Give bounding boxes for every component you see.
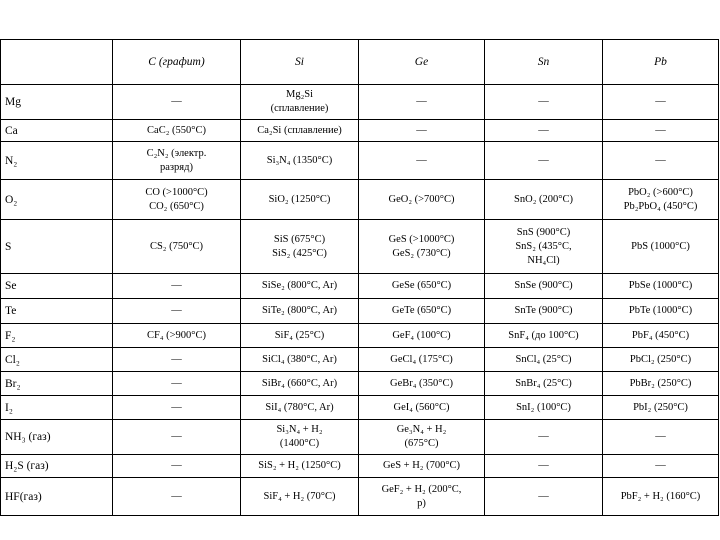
table-cell: SiF₄ (25°C) — [241, 324, 359, 348]
table-cell: PbI₂ (250°C) — [603, 396, 719, 420]
row-header: NH₃ (газ) — [1, 420, 113, 455]
table-cell: SnSe (900°C) — [485, 274, 603, 299]
column-header: Si — [241, 40, 359, 85]
table-row — [1, 120, 719, 142]
table-cell: PbF₄ (450°C) — [603, 324, 719, 348]
table-cell: — — [113, 85, 241, 120]
table-cell: Ca₂Si (сплавление) — [241, 120, 359, 142]
table-cell: Si₃N₄ + H₂ (1400°C) — [241, 420, 359, 455]
table-cell: GeTe (650°C) — [359, 299, 485, 324]
table-cell: — — [113, 396, 241, 420]
table-cell: GeS + H₂ (700°C) — [359, 455, 485, 478]
table-row — [1, 85, 719, 120]
table-cell: Si₃N₄ (1350°C) — [241, 142, 359, 180]
row-header: Ca — [1, 120, 113, 142]
table-row — [1, 478, 719, 516]
table-row — [1, 455, 719, 478]
table-cell: GeSe (650°C) — [359, 274, 485, 299]
table-cell: GeF₂ + H₂ (200°C, р) — [359, 478, 485, 516]
table-cell: — — [113, 372, 241, 396]
table-cell: GeCl₄ (175°C) — [359, 348, 485, 372]
table-cell: — — [603, 142, 719, 180]
row-header: F₂ — [1, 324, 113, 348]
row-header: O₂ — [1, 180, 113, 220]
table-cell: CF₄ (>900°C) — [113, 324, 241, 348]
corner-cell — [1, 40, 113, 85]
table-cell: Ge₃N₄ + H₂ (675°C) — [359, 420, 485, 455]
table-cell: SnF₄ (до 100°C) — [485, 324, 603, 348]
table-cell: PbF₂ + H₂ (160°C) — [603, 478, 719, 516]
table-cell: SnTe (900°C) — [485, 299, 603, 324]
header-row — [1, 40, 719, 85]
row-header: Te — [1, 299, 113, 324]
table-cell: — — [113, 274, 241, 299]
table-cell: PbCl₂ (250°C) — [603, 348, 719, 372]
table-row — [1, 274, 719, 299]
table-row — [1, 220, 719, 274]
table-cell: — — [485, 478, 603, 516]
table-row — [1, 372, 719, 396]
table-row — [1, 324, 719, 348]
row-header: Mg — [1, 85, 113, 120]
table-cell: SnI₂ (100°C) — [485, 396, 603, 420]
table-cell: SiS₂ + H₂ (1250°C) — [241, 455, 359, 478]
reaction-table — [0, 39, 719, 516]
row-header: Se — [1, 274, 113, 299]
table-cell: SiO₂ (1250°C) — [241, 180, 359, 220]
table-row — [1, 180, 719, 220]
table-cell: — — [603, 85, 719, 120]
row-header: S — [1, 220, 113, 274]
table-cell: GeBr₄ (350°C) — [359, 372, 485, 396]
table-cell: GeS (>1000°C) GeS₂ (730°C) — [359, 220, 485, 274]
table-cell: SnS (900°C) SnS₂ (435°C, NH₄Cl) — [485, 220, 603, 274]
table-cell: — — [603, 420, 719, 455]
table-cell: C₂N₂ (электр. разряд) — [113, 142, 241, 180]
row-header: I₂ — [1, 396, 113, 420]
column-header: Ge — [359, 40, 485, 85]
table-cell: — — [485, 455, 603, 478]
row-header: HF(газ) — [1, 478, 113, 516]
table-cell: — — [113, 348, 241, 372]
row-header: H₂S (газ) — [1, 455, 113, 478]
row-header: Br₂ — [1, 372, 113, 396]
table-cell: SiS (675°C) SiS₂ (425°C) — [241, 220, 359, 274]
table-cell: — — [485, 120, 603, 142]
table-cell: SiBr₄ (660°C, Ar) — [241, 372, 359, 396]
table-cell: — — [359, 142, 485, 180]
table-cell: SnBr₄ (25°C) — [485, 372, 603, 396]
row-header: N₂ — [1, 142, 113, 180]
row-header: Cl₂ — [1, 348, 113, 372]
table-cell: SiSe₂ (800°C, Ar) — [241, 274, 359, 299]
table-cell: PbSe (1000°C) — [603, 274, 719, 299]
table-cell: CO (>1000°C) CO₂ (650°C) — [113, 180, 241, 220]
table-row — [1, 420, 719, 455]
column-header: Pb — [603, 40, 719, 85]
table-cell: Mg₂Si (сплавление) — [241, 85, 359, 120]
table-cell: GeI₄ (560°C) — [359, 396, 485, 420]
table-cell: — — [113, 478, 241, 516]
table-cell: — — [485, 142, 603, 180]
table-cell: SiF₄ + H₂ (70°C) — [241, 478, 359, 516]
table-row — [1, 348, 719, 372]
table-cell: GeO₂ (>700°C) — [359, 180, 485, 220]
table-cell: — — [485, 85, 603, 120]
table-cell: PbTe (1000°C) — [603, 299, 719, 324]
table-cell: PbS (1000°C) — [603, 220, 719, 274]
table-cell: — — [359, 120, 485, 142]
table-cell: — — [113, 299, 241, 324]
table-cell: — — [359, 85, 485, 120]
table-cell: SiTe₂ (800°C, Ar) — [241, 299, 359, 324]
table-row — [1, 299, 719, 324]
column-header: Sn — [485, 40, 603, 85]
table-cell: — — [113, 420, 241, 455]
table-cell: — — [113, 455, 241, 478]
table-cell: PbO₂ (>600°C) Pb₂PbO₄ (450°C) — [603, 180, 719, 220]
table-cell: — — [603, 455, 719, 478]
table-cell: GeF₄ (100°C) — [359, 324, 485, 348]
table-cell: SiI₄ (780°C, Ar) — [241, 396, 359, 420]
table-cell: PbBr₂ (250°C) — [603, 372, 719, 396]
table-cell: SnCl₄ (25°C) — [485, 348, 603, 372]
table-cell: CaC₂ (550°C) — [113, 120, 241, 142]
table-cell: SnO₂ (200°C) — [485, 180, 603, 220]
table-cell: SiCl₄ (380°C, Ar) — [241, 348, 359, 372]
table-cell: — — [603, 120, 719, 142]
column-header: C (графит) — [113, 40, 241, 85]
table-row — [1, 396, 719, 420]
table-cell: — — [485, 420, 603, 455]
table-row — [1, 142, 719, 180]
table-cell: CS₂ (750°C) — [113, 220, 241, 274]
